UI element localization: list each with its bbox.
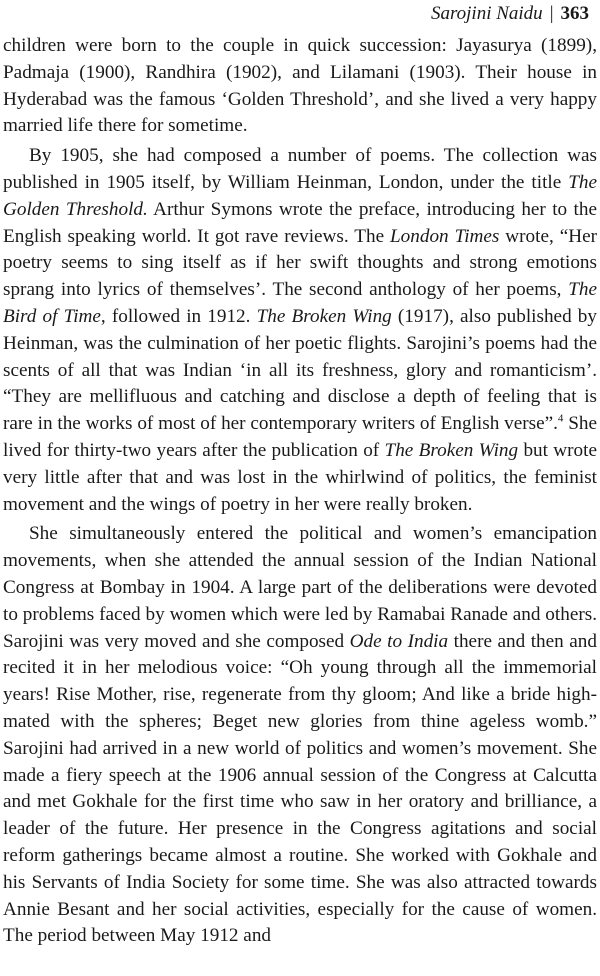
- italic-title: London Times: [390, 225, 500, 247]
- text-run: Arthur Symons wrote the preface, introducing her to the English speaking world. It got rave reviews. The: [3, 198, 597, 247]
- text-run: She lived for thirty-two years after the publication of: [3, 413, 598, 461]
- paragraph: [3, 33, 597, 140]
- page-number: 363: [560, 3, 589, 24]
- italic-title: The Golden Threshold.: [3, 171, 597, 220]
- text-run: wrote, “Her poetry seems to sing itself as if her swift thoughts and strong emotions sprang into lyrics of themselves’. The second anthology of her poems,: [3, 225, 597, 301]
- book-page: [3, 0, 597, 976]
- italic-title: The Broken Wing: [256, 305, 392, 327]
- paragraph: [3, 521, 597, 950]
- text-run: (1917), also published by Heinman, was the culmination of her poetic flights. Sarojini’s poems had the scents of all that was Indian ‘in all its freshness, glory and romanticism’. “They are mellifluous and catching and disclose a depth of feeling that is rare in the works of most of her contemporary writers of English verse”.: [3, 305, 597, 435]
- italic-title: Ode to India: [349, 630, 449, 652]
- running-head-title: Sarojini Naidu: [430, 3, 543, 24]
- italic-title: The Bird of Time: [3, 279, 597, 327]
- paragraph: [3, 143, 597, 518]
- text-run: but wrote very little after that and was lost in the whirlwind of politics, the feminist movement and the wings of poetry in her were really broken.: [3, 439, 597, 515]
- text-run: By 1905, she had composed a number of poems. The collection was published in 1905 itself, by William Heinman, London, under the title: [3, 145, 597, 193]
- text-run: children were born to the couple in quick succession: Jayasurya (1899), Padmaja (1900), Randhira (1902), and Lilamani (1903). Their house in Hyderabad was the famous ‘Golden Threshold’, and she lived a very happy married life there for sometime.: [3, 35, 597, 137]
- italic-title: The Broken Wing: [384, 439, 519, 461]
- text-run: , followed in 1912.: [100, 305, 257, 327]
- text-run: there and then and recited it in her melodious voice: “Oh young through all the immemorial years! Rise Mother, rise, regenerate from thy gloom; And like a bride high-mated with the spheres; Beget new glories from thine ageless womb.” Sarojini had arrived in a new world of politics and women’s movement. She made a fiery speech at the 1906 annual session of the Congress at Calcutta and met Gokhale for the first time who saw in her oratory and brilliance, a leader of the future. Her presence in the Congress agitations and social reform gatherings became almost a routine. She worked with Gokhale and his Servants of India Society for some time. She was also attracted towards Annie Besant and her social activities, especially for the cause of women. The period between May 1912 and: [3, 630, 597, 947]
- body-text: [3, 33, 597, 950]
- footnote-reference: 4: [557, 412, 564, 425]
- text-run: She simultaneously entered the political and women’s emancipation movements, when she attended the annual session of the Indian National Congress at Bombay in 1904. A large part of the deliberations were devoted to problems faced by women which were led by Ramabai Ranade and others. Sarojini was very moved and she composed: [3, 523, 597, 652]
- running-head-separator: |: [549, 3, 554, 24]
- running-head: [431, 3, 589, 25]
